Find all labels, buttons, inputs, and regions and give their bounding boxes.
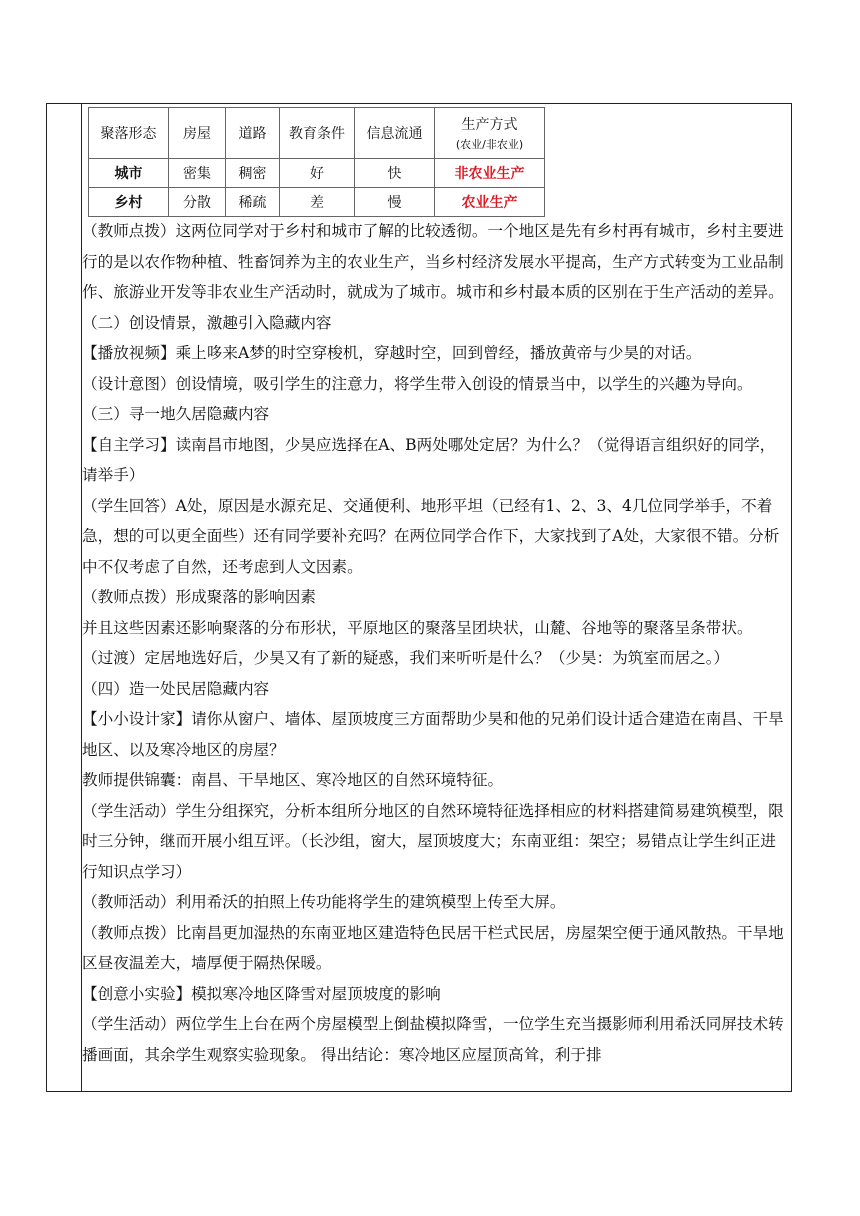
table-cell: 密集 — [169, 159, 226, 188]
section-heading: （四）造一处民居隐藏内容 — [82, 679, 270, 698]
header-cell: 聚落形态 — [89, 108, 169, 159]
row-label: 乡村 — [89, 188, 169, 217]
paragraph-transition: （过渡）定居地选好后，少昊又有了新的疑惑，我们来听听是什么？（少昊：为筑室而居之。） — [82, 649, 730, 667]
production-header-sub: (农业/非农业) — [455, 138, 524, 151]
table-cell: 好 — [280, 159, 355, 188]
paragraph-teacher-guidance: （教师点拨）形成聚落的影响因素 — [82, 588, 316, 606]
paragraph-distribution: 并且这些因素还影响聚落的分布形状，平原地区的聚落呈团块状，山麓、谷地等的聚落呈条带状。 — [82, 618, 753, 637]
header-cell: 道路 — [226, 108, 280, 159]
paragraph-designer-task: 【小小设计家】请你从窗户、墙体、屋顶坡度三方面帮助少昊和他的兄弟们设计适合建造在南昌、干旱地区、以及寒冷地区的房屋？ — [82, 710, 784, 759]
paragraph-design-intent: （设计意图）创设情境，吸引学生的注意力，将学生带入创设的情景当中，以学生的兴趣为导向。 — [82, 374, 753, 393]
table-cell: 分散 — [169, 188, 226, 217]
paragraph-student-answer: （学生回答）A处，原因是水源充足、交通便利、地形平坦（已经有1、2、3、4几位同学举手，不着急，想的可以更全面些）还有同学要补充吗？在两位同学合作下，大家找到了A处，大家很不错。分析中不仅考虑了自然，还考虑到人文因素。 — [82, 496, 780, 576]
paragraph-self-study: 【自主学习】读南昌市地图，少昊应选择在A、B两处哪处定居？为什么？（觉得语言组织好的同学，请举手） — [82, 435, 776, 484]
paragraph-teacher-guidance: （教师点拨）这两位同学对于乡村和城市了解的比较透彻。一个地区是先有乡村再有城市，乡村主要进行的是以农作物种植、牲畜饲养为主的农业生产，当乡村经济发展水平提高，生产方式转变为工业品制作、旅游业开发等非农业生产活动时，就成为了城市。城市和乡村最本质的区别在于生产活动的差异。 — [82, 222, 784, 301]
table-row-village — [89, 188, 545, 217]
settlement-comparison-table — [88, 107, 545, 217]
paragraph-student-activity: （学生活动）学生分组探究，分析本组所分地区的自然环境特征选择相应的材料搭建简易建筑模型，限时三分钟，继而开展小组互评。（长沙组，窗大，屋顶坡度大；东南亚组：架空；易错点让学生纠正进行知识点学习） — [82, 801, 784, 881]
table-cell: 快 — [355, 159, 435, 188]
paragraph-teacher-guidance: （教师点拨）比南昌更加湿热的东南亚地区建造特色民居干栏式民居，房屋架空便于通风散热。干旱地区昼夜温差大，墙厚便于隔热保暖。 — [82, 923, 784, 972]
production-cell: 农业生产 — [435, 188, 545, 217]
paragraph-teacher-tips: 教师提供锦囊：南昌、干旱地区、寒冷地区的自然环境特征。 — [82, 771, 504, 789]
table-cell: 稠密 — [226, 159, 280, 188]
table-row-city — [89, 159, 545, 188]
header-cell: 房屋 — [169, 108, 226, 159]
table-cell: 差 — [280, 188, 355, 217]
section-heading: （二）创设情景，激趣引入隐藏内容 — [82, 313, 332, 332]
section-heading: （三）寻一地久居隐藏内容 — [82, 405, 270, 423]
production-header-main: 生产方式 — [461, 117, 518, 133]
paragraph-teacher-activity: （教师活动）利用希沃的拍照上传功能将学生的建筑模型上传至大屏。 — [82, 893, 566, 911]
row-label: 城市 — [89, 159, 169, 188]
header-cell: 教育条件 — [280, 108, 355, 159]
production-cell: 非农业生产 — [435, 159, 545, 188]
lesson-content — [82, 216, 788, 1070]
header-cell: 信息流通 — [355, 108, 435, 159]
table-cell: 慢 — [355, 188, 435, 217]
table-cell: 稀疏 — [226, 188, 280, 217]
table-header-row — [89, 108, 545, 159]
header-cell-production — [435, 108, 545, 159]
paragraph-video: 【播放视频】乘上哆来A梦的时空穿梭机，穿越时空，回到曾经，播放黄帝与少昊的对话。 — [82, 344, 702, 362]
paragraph-experiment: 【创意小实验】模拟寒冷地区降雪对屋顶坡度的影响 — [82, 984, 441, 1003]
paragraph-student-activity: （学生活动）两位学生上台在两个房屋模型上倒盐模拟降雪，一位学生充当摄影师利用希沃同屏技术转播画面，其余学生观察实验现象。 得出结论：寒冷地区应屋顶高耸，利于排 — [82, 1015, 784, 1064]
